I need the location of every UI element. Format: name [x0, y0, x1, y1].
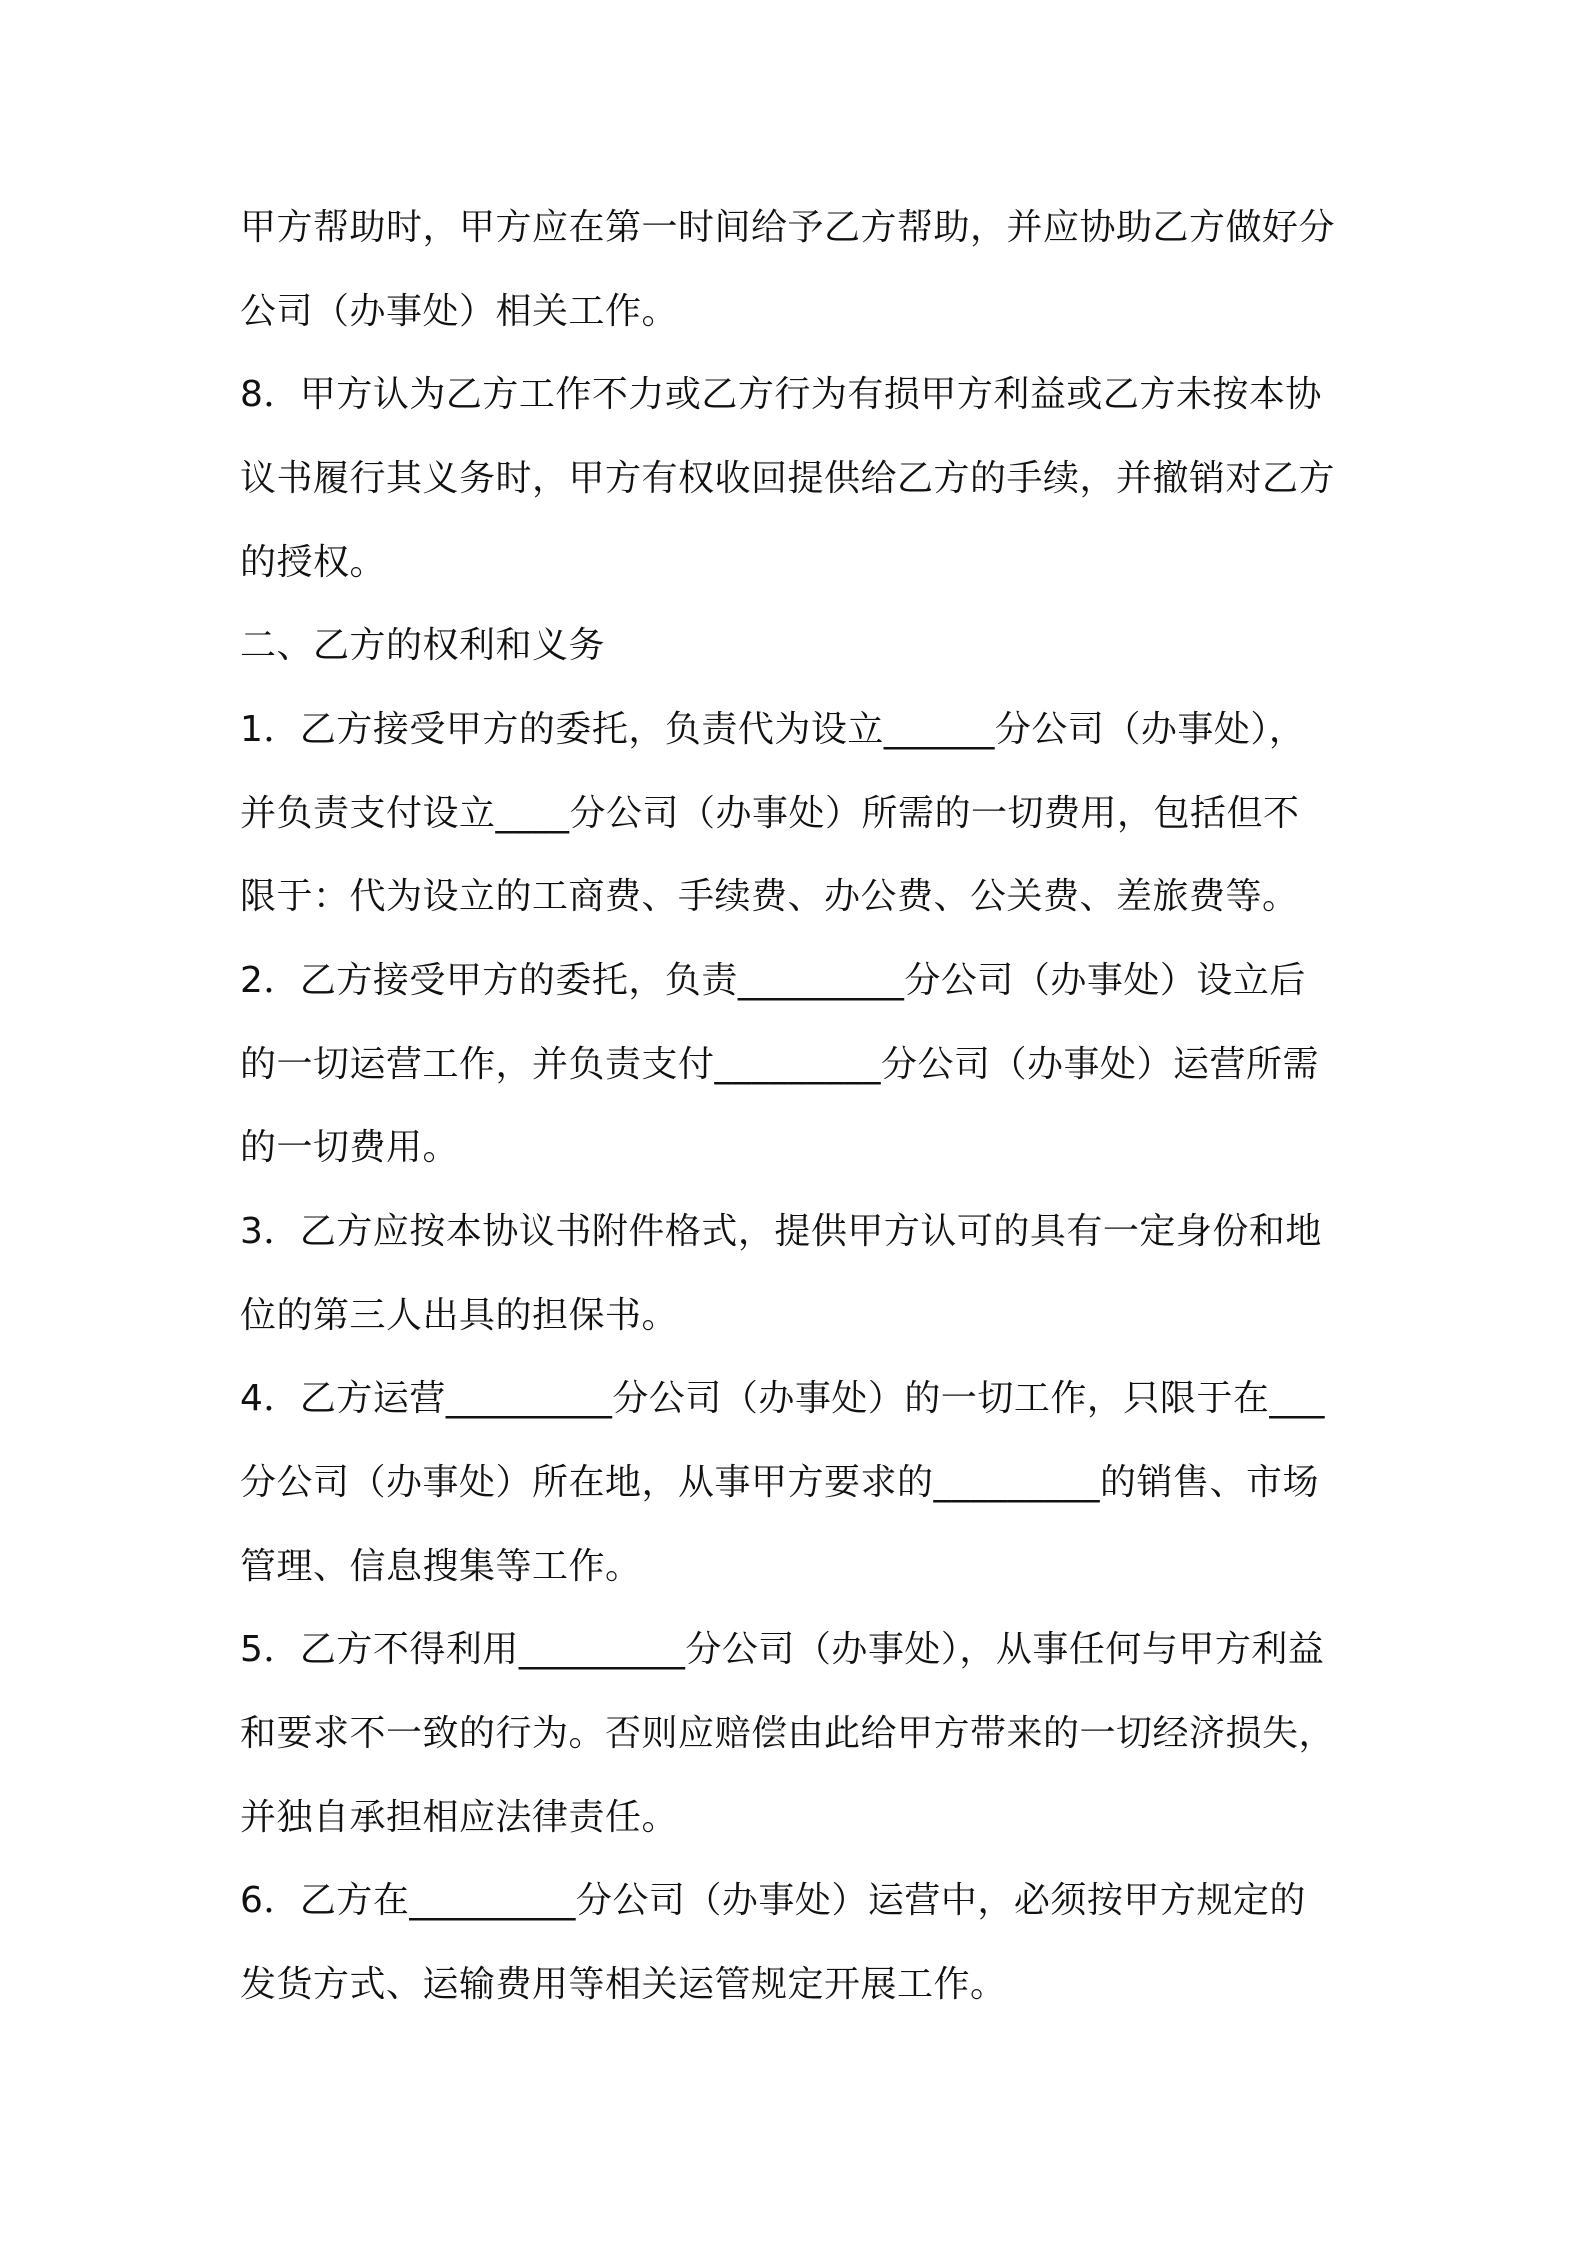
- text-line-10: 2．乙方接受甲方的委托，负责_________分公司（办事处）设立后: [240, 960, 1306, 1001]
- text-line-5: 的授权。: [240, 542, 387, 583]
- text-line-16: 分公司（办事处）所在地，从事甲方要求的_________的销售、市场: [240, 1462, 1320, 1503]
- text-line-12: 的一切费用。: [240, 1127, 460, 1168]
- text-line-18: 5．乙方不得利用_________分公司（办事处），从事任何与甲方利益: [240, 1629, 1325, 1670]
- text-line-7: 1．乙方接受甲方的委托，负责代为设立______分公司（办事处），: [240, 709, 1306, 750]
- text-line-14: 位的第三人出具的担保书。: [240, 1295, 679, 1336]
- text-line-13: 3．乙方应按本协议书附件格式，提供甲方认可的具有一定身份和地: [240, 1211, 1322, 1252]
- text-line-2: 公司（办事处）相关工作。: [240, 291, 679, 332]
- text-line-3: 8．甲方认为乙方工作不力或乙方行为有损甲方利益或乙方未按本协: [240, 374, 1322, 415]
- text-line-20: 并独自承担相应法律责任。: [240, 1797, 679, 1838]
- text-line-4: 议书履行其义务时，甲方有权收回提供给乙方的手续，并撤销对乙方: [240, 458, 1336, 499]
- text-line-17: 管理、信息搜集等工作。: [240, 1546, 642, 1587]
- text-line-22: 发货方式、运输费用等相关运管规定开展工作。: [240, 1964, 1007, 2005]
- text-line-9: 限于：代为设立的工商费、手续费、办公费、公关费、差旅费等。: [240, 876, 1299, 917]
- section-heading: 二、乙方的权利和义务: [240, 625, 606, 666]
- text-line-21: 6．乙方在_________分公司（办事处）运营中，必须按甲方规定的: [240, 1880, 1306, 1921]
- text-line-15: 4．乙方运营_________分公司（办事处）的一切工作，只限于在___: [240, 1378, 1325, 1419]
- text-line-11: 的一切运营工作，并负责支付_________分公司（办事处）运营所需: [240, 1044, 1320, 1085]
- text-line-1: 甲方帮助时，甲方应在第一时间给予乙方帮助，并应协助乙方做好分: [240, 207, 1336, 248]
- text-line-19: 和要求不一致的行为。否则应赔偿由此给甲方带来的一切经济损失，: [240, 1713, 1336, 1754]
- text-line-8: 并负责支付设立____分公司（办事处）所需的一切费用，包括但不: [240, 793, 1300, 834]
